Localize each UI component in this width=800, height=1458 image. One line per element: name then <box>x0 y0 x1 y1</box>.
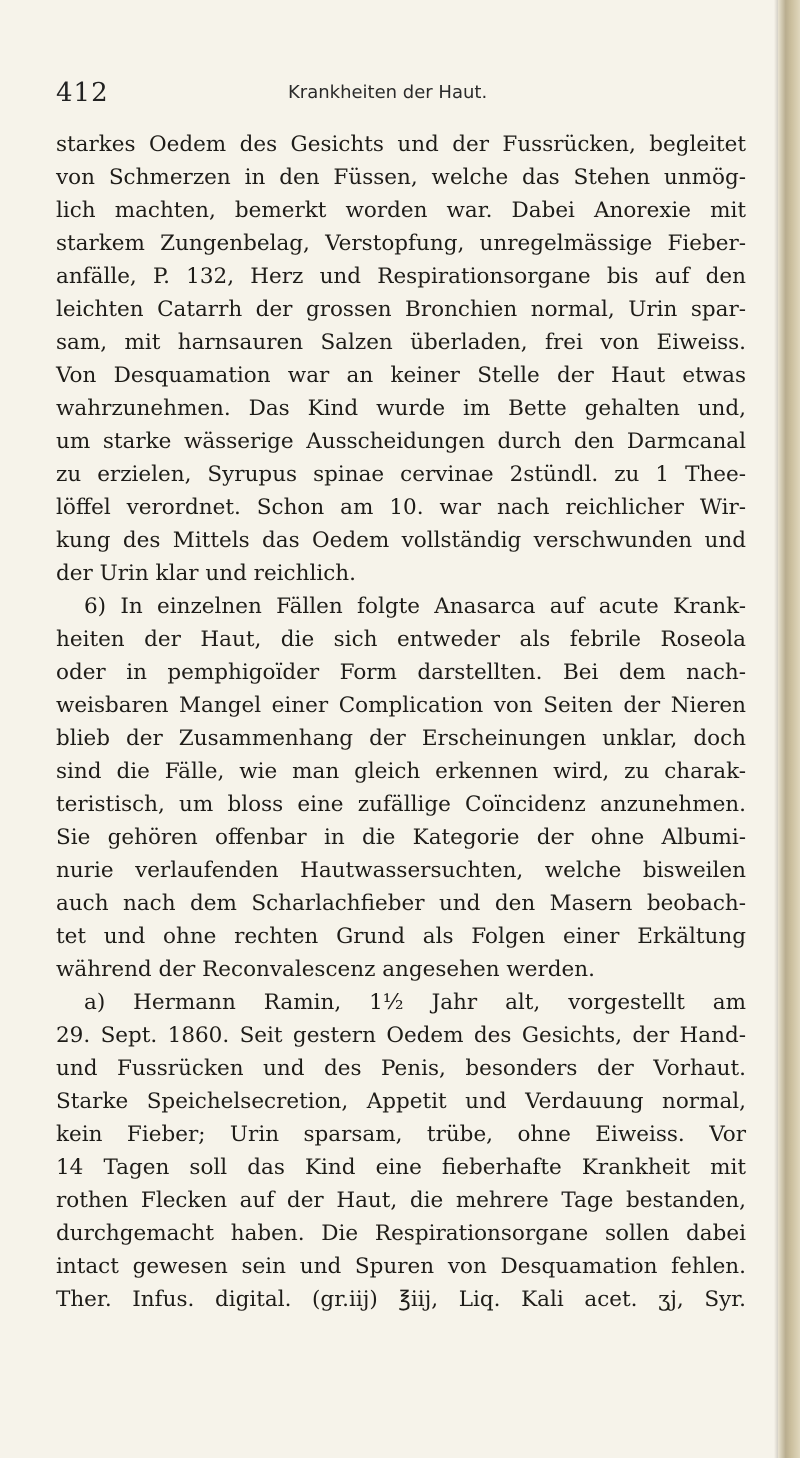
text-line: lich machten, bemerkt worden war. Dabei Anorexie mit <box>56 198 746 223</box>
text-line: Starke Speichelsecretion, Appetit und Verdauung normal, <box>56 1089 746 1114</box>
text-line: während der Reconvalescenz angesehen werden. <box>56 957 595 982</box>
text-line: a) Hermann Ramin, 1½ Jahr alt, vorgestellt am <box>84 990 746 1015</box>
page-number: 412 <box>56 78 109 108</box>
body-text <box>56 128 746 1316</box>
text-line: starkem Zungenbelag, Verstopfung, unregelmässige Fieber- <box>56 231 746 256</box>
text-line: von Schmerzen in den Füssen, welche das Stehen unmög- <box>56 165 746 190</box>
text-line: weisbaren Mangel einer Complication von Seiten der Nieren <box>56 693 746 718</box>
text-line: intact gewesen sein und Spuren von Desquamation fehlen. <box>56 1254 746 1279</box>
book-edge <box>778 0 800 1458</box>
text-line: oder in pemphigoïder Form darstellten. Bei dem nach- <box>56 660 746 685</box>
text-line: durchgemacht haben. Die Respirationsorgane sollen dabei <box>56 1221 746 1246</box>
page-header <box>56 78 756 118</box>
text-line: auch nach dem Scharlachfieber und den Masern beobach- <box>56 891 746 916</box>
text-line: anfälle, P. 132, Herz und Respirationsorgane bis auf den <box>56 264 746 289</box>
text-line: sam, mit harnsauren Salzen überladen, frei von Eiweiss. <box>56 330 746 355</box>
text-line: wahrzunehmen. Das Kind wurde im Bette gehalten und, <box>56 396 746 421</box>
text-line: tet und ohne rechten Grund als Folgen einer Erkältung <box>56 924 746 949</box>
text-line: blieb der Zusammenhang der Erscheinungen unklar, doch <box>56 726 746 751</box>
text-line: leichten Catarrh der grossen Bronchien normal, Urin spar- <box>56 297 746 322</box>
text-line: nurie verlaufenden Hautwassersuchten, welche bisweilen <box>56 858 746 883</box>
text-line: löffel verordnet. Schon am 10. war nach reichlicher Wir- <box>56 495 746 520</box>
text-line: 14 Tagen soll das Kind eine fieberhafte Krankheit mit <box>56 1155 746 1180</box>
text-line: starkes Oedem des Gesichts und der Fussrücken, begleitet <box>56 132 746 157</box>
text-line: rothen Flecken auf der Haut, die mehrere Tage bestanden, <box>56 1188 746 1213</box>
text-line: teristisch, um bloss eine zufällige Coïncidenz anzunehmen. <box>56 792 746 817</box>
text-line: kein Fieber; Urin sparsam, trübe, ohne Eiweiss. Vor <box>56 1122 746 1147</box>
text-line: 29. Sept. 1860. Seit gestern Oedem des Gesichts, der Hand- <box>56 1023 746 1048</box>
text-line: 6) In einzelnen Fällen folgte Anasarca auf acute Krank- <box>84 594 746 619</box>
text-line: kung des Mittels das Oedem vollständig verschwunden und <box>56 528 746 553</box>
text-line: heiten der Haut, die sich entweder als febrile Roseola <box>56 627 746 652</box>
text-line: um starke wässerige Ausscheidungen durch den Darmcanal <box>56 429 746 454</box>
text-line: Von Desquamation war an keiner Stelle der Haut etwas <box>56 363 746 388</box>
text-line: zu erzielen, Syrupus spinae cervinae 2stündl. zu 1 Thee- <box>56 462 746 487</box>
text-line: sind die Fälle, wie man gleich erkennen wird, zu charak- <box>56 759 746 784</box>
text-line: Ther. Infus. digital. (gr.iij) ℥iij, Liq. Kali acet. ʒj, Syr. <box>56 1287 746 1312</box>
running-title: Krankheiten der Haut. <box>288 82 488 103</box>
text-line: und Fussrücken und des Penis, besonders der Vorhaut. <box>56 1056 746 1081</box>
text-line: der Urin klar und reichlich. <box>56 561 356 586</box>
text-line: Sie gehören offenbar in die Kategorie der ohne Albumi- <box>56 825 746 850</box>
